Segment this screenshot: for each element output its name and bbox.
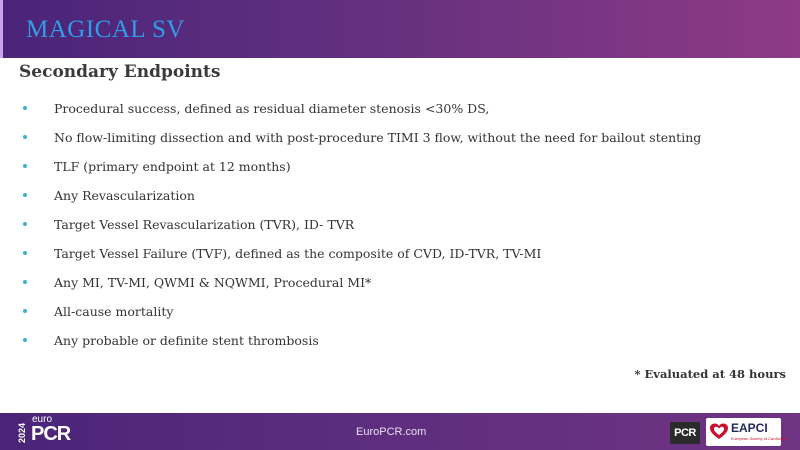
list-item: [0, 301, 800, 330]
list-item-text: Any Revascularization: [54, 188, 195, 203]
slide-title: MAGICAL SV: [26, 16, 185, 43]
list-item-text: All-cause mortality: [54, 304, 174, 319]
list-item: [0, 127, 800, 156]
list-item-text: Any probable or definite stent thrombosis: [54, 333, 319, 348]
list-item: [0, 185, 800, 214]
list-item-text: No flow-limiting dissection and with post-procedure TIMI 3 flow, without the need for bailout stenting: [54, 130, 702, 145]
list-item-text: Any MI, TV-MI, QWMI & NQWMI, Procedural MI*: [54, 275, 372, 290]
logo-euro-text: euro: [32, 414, 53, 425]
list-item: [0, 98, 800, 127]
bullet-dot-icon: [23, 309, 27, 313]
list-item-text: Target Vessel Failure (TVF), defined as the composite of CVD, ID-TVR, TV-MI: [54, 246, 542, 261]
list-item: [0, 330, 800, 359]
logo-year: 2024: [17, 422, 27, 444]
bullet-dot-icon: [23, 338, 27, 342]
footer-url[interactable]: EuroPCR.com: [356, 426, 427, 438]
bullet-dot-icon: [23, 106, 27, 110]
list-item-text: TLF (primary endpoint at 12 months): [54, 159, 291, 174]
eapci-subtitle: European Society of Cardiology: [731, 436, 788, 441]
header-bar: [0, 0, 800, 58]
section-heading: Secondary Endpoints: [19, 62, 221, 82]
bullet-dot-icon: [23, 193, 27, 197]
bullet-dot-icon: [23, 164, 27, 168]
endpoint-list: [0, 98, 800, 359]
list-item-text: Procedural success, defined as residual diameter stenosis <30% DS,: [54, 101, 490, 116]
footnote: * Evaluated at 48 hours: [634, 367, 786, 381]
pcr-badge-logo: PCR: [670, 422, 700, 444]
bullet-dot-icon: [23, 280, 27, 284]
list-item-text: Target Vessel Revascularization (TVR), ID- TVR: [54, 217, 355, 232]
heart-icon: [709, 422, 729, 442]
bullet-dot-icon: [23, 251, 27, 255]
list-item: [0, 214, 800, 243]
list-item: [0, 272, 800, 301]
bullet-dot-icon: [23, 222, 27, 226]
europcr-logo: PCR: [31, 423, 71, 445]
bullet-dot-icon: [23, 135, 27, 139]
list-item: [0, 156, 800, 185]
eapci-logo: [706, 418, 788, 446]
list-item: [0, 243, 800, 272]
eapci-name: EAPCI: [731, 421, 768, 435]
